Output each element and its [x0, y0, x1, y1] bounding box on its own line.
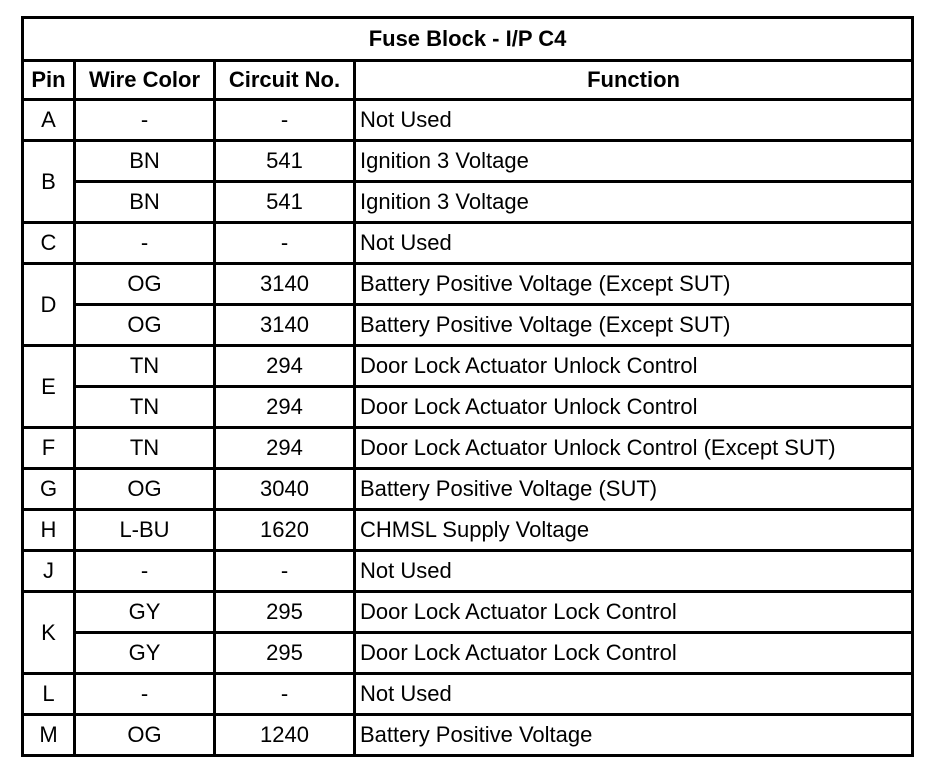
table-row — [23, 182, 913, 223]
table-row — [23, 264, 913, 305]
function-cell: Battery Positive Voltage (SUT) — [355, 469, 913, 510]
table-row — [23, 715, 913, 756]
table-title: Fuse Block - I/P C4 — [23, 18, 913, 61]
circuit-number-cell: 3040 — [215, 469, 355, 510]
wire-color-cell: - — [75, 551, 215, 592]
table-body — [23, 100, 913, 756]
wire-color-cell: - — [75, 674, 215, 715]
title-row — [23, 18, 913, 61]
circuit-number-cell: 1240 — [215, 715, 355, 756]
wire-color-cell: GY — [75, 592, 215, 633]
wire-color-cell: TN — [75, 346, 215, 387]
connector-pinout-table — [21, 16, 914, 757]
function-cell: Not Used — [355, 674, 913, 715]
circuit-number-cell: 1620 — [215, 510, 355, 551]
circuit-number-cell: 541 — [215, 141, 355, 182]
function-cell: Not Used — [355, 551, 913, 592]
circuit-number-cell: 294 — [215, 428, 355, 469]
pin-cell: B — [23, 141, 75, 223]
circuit-number-cell: - — [215, 674, 355, 715]
table-row — [23, 510, 913, 551]
table-row — [23, 346, 913, 387]
function-cell: Door Lock Actuator Lock Control — [355, 633, 913, 674]
header-row — [23, 61, 913, 100]
pin-cell: G — [23, 469, 75, 510]
table-row — [23, 305, 913, 346]
pin-cell: F — [23, 428, 75, 469]
circuit-number-cell: 541 — [215, 182, 355, 223]
header-pin: Pin — [23, 61, 75, 100]
wire-color-cell: TN — [75, 428, 215, 469]
function-cell: Battery Positive Voltage (Except SUT) — [355, 305, 913, 346]
pin-cell: J — [23, 551, 75, 592]
function-cell: Door Lock Actuator Lock Control — [355, 592, 913, 633]
circuit-number-cell: 295 — [215, 633, 355, 674]
pin-cell: K — [23, 592, 75, 674]
table-row — [23, 633, 913, 674]
header-wire-color: Wire Color — [75, 61, 215, 100]
wire-color-cell: - — [75, 100, 215, 141]
pin-cell: C — [23, 223, 75, 264]
circuit-number-cell: - — [215, 223, 355, 264]
wire-color-cell: L-BU — [75, 510, 215, 551]
wire-color-cell: - — [75, 223, 215, 264]
pin-cell: A — [23, 100, 75, 141]
circuit-number-cell: 294 — [215, 387, 355, 428]
table-row — [23, 551, 913, 592]
circuit-number-cell: 295 — [215, 592, 355, 633]
table-row — [23, 141, 913, 182]
function-cell: Ignition 3 Voltage — [355, 141, 913, 182]
circuit-number-cell: 294 — [215, 346, 355, 387]
wire-color-cell: GY — [75, 633, 215, 674]
wire-color-cell: BN — [75, 182, 215, 223]
table-row — [23, 100, 913, 141]
pin-cell: H — [23, 510, 75, 551]
wire-color-cell: OG — [75, 715, 215, 756]
table-row — [23, 592, 913, 633]
table-row — [23, 223, 913, 264]
circuit-number-cell: 3140 — [215, 305, 355, 346]
circuit-number-cell: - — [215, 100, 355, 141]
wire-color-cell: OG — [75, 264, 215, 305]
pin-cell: L — [23, 674, 75, 715]
header-function: Function — [355, 61, 913, 100]
pin-cell: D — [23, 264, 75, 346]
function-cell: Door Lock Actuator Unlock Control (Except SUT) — [355, 428, 913, 469]
wire-color-cell: BN — [75, 141, 215, 182]
pin-cell: E — [23, 346, 75, 428]
table-row — [23, 428, 913, 469]
function-cell: Not Used — [355, 223, 913, 264]
function-cell: Not Used — [355, 100, 913, 141]
wire-color-cell: TN — [75, 387, 215, 428]
function-cell: CHMSL Supply Voltage — [355, 510, 913, 551]
header-circuit-no: Circuit No. — [215, 61, 355, 100]
table-row — [23, 469, 913, 510]
circuit-number-cell: 3140 — [215, 264, 355, 305]
wire-color-cell: OG — [75, 305, 215, 346]
function-cell: Door Lock Actuator Unlock Control — [355, 346, 913, 387]
function-cell: Battery Positive Voltage (Except SUT) — [355, 264, 913, 305]
table-row — [23, 674, 913, 715]
pin-cell: M — [23, 715, 75, 756]
wire-color-cell: OG — [75, 469, 215, 510]
function-cell: Battery Positive Voltage — [355, 715, 913, 756]
function-cell: Ignition 3 Voltage — [355, 182, 913, 223]
circuit-number-cell: - — [215, 551, 355, 592]
table-row — [23, 387, 913, 428]
function-cell: Door Lock Actuator Unlock Control — [355, 387, 913, 428]
connector-table-container — [21, 16, 911, 757]
